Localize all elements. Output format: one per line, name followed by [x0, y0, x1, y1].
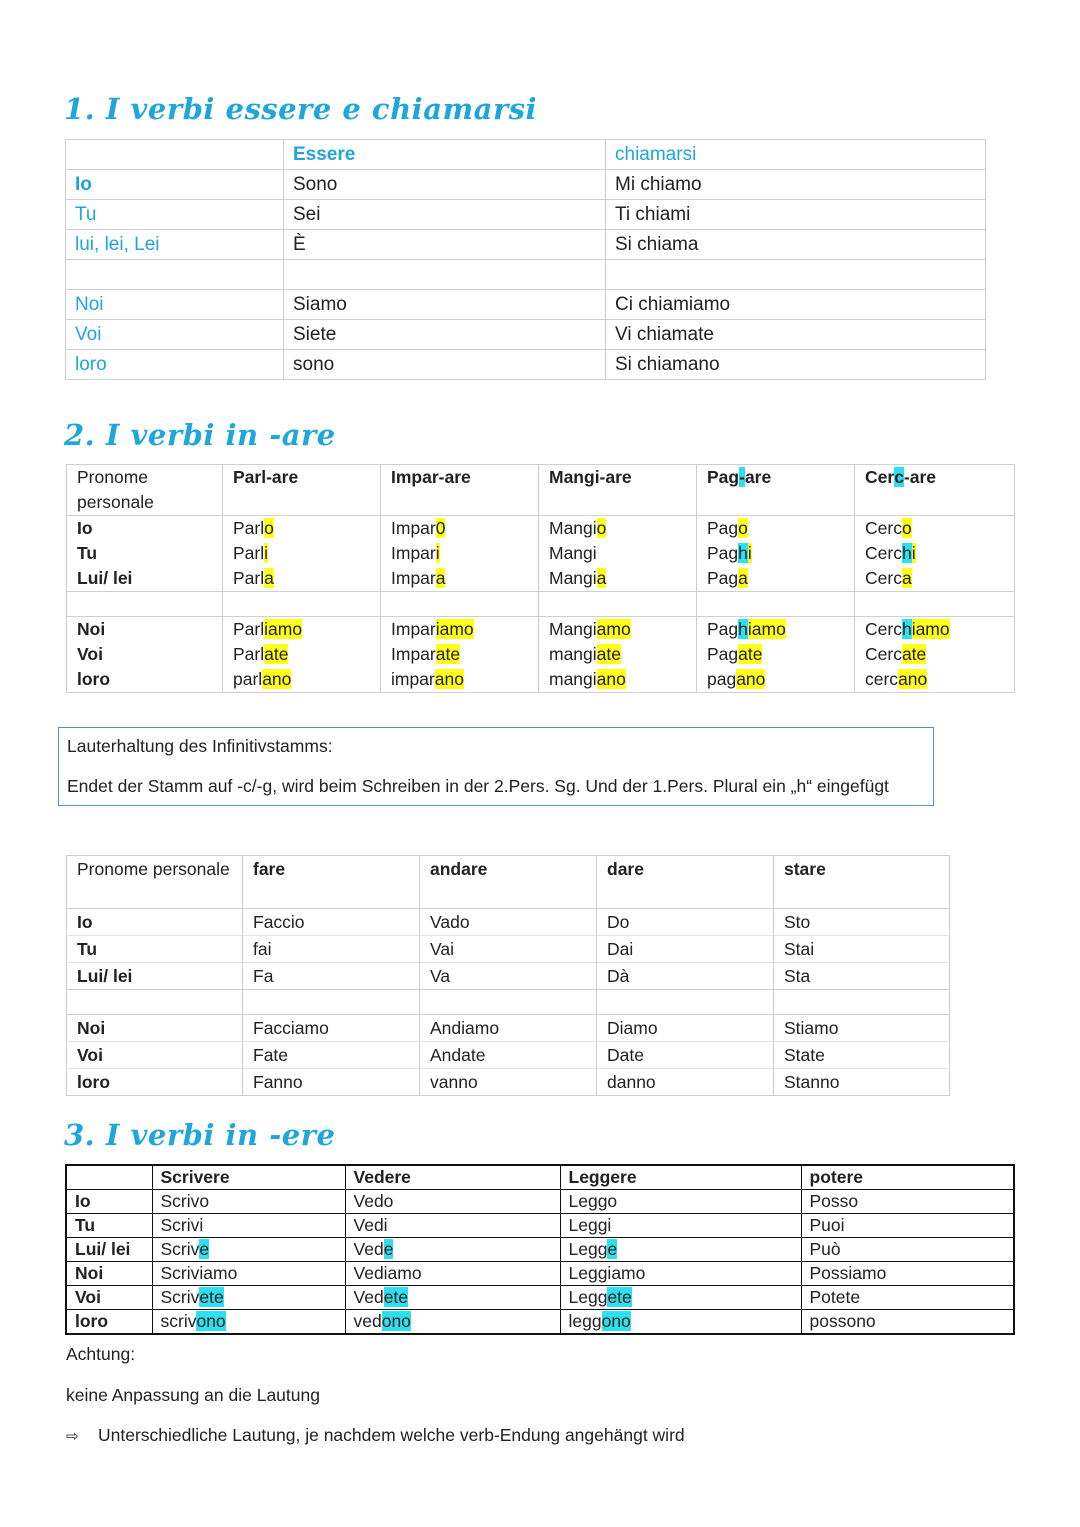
table-cell — [539, 667, 697, 693]
table-cell — [67, 990, 243, 1015]
table-row — [66, 170, 986, 200]
word-stem: Cerc — [865, 543, 902, 563]
pronoun-cell: Noi — [66, 1262, 152, 1286]
pronoun-cell: Io — [67, 516, 223, 542]
highlighted-part: c — [894, 467, 904, 487]
column-header: chiamarsi — [606, 140, 986, 170]
word-rest: -are — [903, 467, 937, 487]
table-row — [66, 1262, 1014, 1286]
word-stem: Mangi — [549, 619, 597, 639]
highlighted-part: ete — [199, 1287, 224, 1307]
word-stem: Cerc — [865, 619, 902, 639]
table-cell: Mi chiamo — [606, 170, 986, 200]
word-stem: Parl — [233, 518, 265, 538]
table-cell: È — [284, 230, 606, 260]
word-stem: Impar — [391, 518, 436, 538]
column-header: stare — [774, 856, 950, 909]
table-cell: Vedo — [345, 1190, 560, 1214]
word-rest: are — [744, 467, 772, 487]
word-stem: Pag — [707, 518, 739, 538]
table-cell — [855, 667, 1015, 693]
word-stem: Ved — [353, 1287, 384, 1307]
word-stem: scriv — [160, 1311, 197, 1331]
section-1-title: 1. I verbi essere e chiamarsi — [64, 92, 538, 126]
irregular-verbs-table — [66, 855, 950, 1096]
highlighted-part: o — [264, 518, 274, 538]
pronoun-cell: loro — [67, 667, 223, 693]
table-cell: vanno — [420, 1069, 597, 1096]
table-cell — [381, 642, 539, 667]
pronoun-cell: Noi — [66, 290, 284, 320]
highlighted-part: ate — [264, 644, 289, 664]
table-row — [66, 1165, 1014, 1190]
table-cell — [539, 617, 697, 643]
table-cell: danno — [597, 1069, 774, 1096]
table-cell: Scrivo — [152, 1190, 345, 1214]
highlighted-ending: iamo — [747, 619, 786, 639]
table-row — [66, 140, 986, 170]
table-cell — [345, 1238, 560, 1262]
table-cell — [152, 1310, 345, 1335]
highlighted-part: h — [738, 543, 748, 563]
table-row — [66, 1310, 1014, 1335]
table-row — [67, 909, 950, 936]
table-cell: Scrivi — [152, 1214, 345, 1238]
highlighted-part: a — [738, 568, 748, 588]
column-header: Mangi-are — [539, 465, 697, 516]
highlighted-part: a — [596, 568, 607, 588]
word-stem: Pag — [707, 568, 739, 588]
note-text: Endet der Stamm auf -c/-g, wird beim Schreiben in der 2.Pers. Sg. Und der 1.Pers. Plural ein „h“ eingefügt — [67, 776, 889, 796]
word-stem: Cerc — [865, 518, 902, 538]
table-row — [67, 856, 950, 909]
table-row — [67, 990, 950, 1015]
table-cell — [597, 990, 774, 1015]
table-cell — [223, 592, 381, 617]
table-cell: Facciamo — [243, 1015, 420, 1042]
table-cell — [855, 617, 1015, 643]
table-cell — [223, 667, 381, 693]
highlighted-ending: iamo — [911, 619, 950, 639]
table-cell — [381, 516, 539, 542]
table-cell — [539, 566, 697, 592]
table-cell: Potete — [801, 1286, 1014, 1310]
highlighted-part: a — [901, 568, 912, 588]
highlighted-part: ano — [596, 669, 626, 689]
table-cell: Stai — [774, 936, 950, 963]
table-cell — [560, 1238, 801, 1262]
highlighted-part: e — [383, 1239, 394, 1259]
word-stem: Parl — [233, 644, 265, 664]
highlighted-part: h — [738, 619, 748, 639]
table-cell: Vi chiamate — [606, 320, 986, 350]
table-cell: Andate — [420, 1042, 597, 1069]
table-cell — [697, 667, 855, 693]
pronoun-cell: Lui/ lei — [66, 1238, 152, 1262]
pronoun-cell: Io — [66, 1190, 152, 1214]
table-row — [67, 566, 1015, 592]
word-stem: Cer — [865, 467, 895, 487]
word-stem: Ved — [353, 1239, 384, 1259]
word-stem: Mangi — [549, 518, 597, 538]
pronoun-cell: Lui/ lei — [67, 566, 223, 592]
table-cell — [697, 642, 855, 667]
highlighted-part: ano — [736, 669, 766, 689]
table-cell — [345, 1286, 560, 1310]
word-stem: Scriv — [160, 1287, 200, 1307]
word-stem: Impar — [391, 619, 436, 639]
word-stem: Legg — [568, 1287, 608, 1307]
table-cell: Sta — [774, 963, 950, 990]
attention-line-1: keine Anpassung an die Lautung — [66, 1385, 320, 1405]
table-cell — [381, 541, 539, 566]
pronoun-cell: Noi — [67, 617, 223, 643]
table-cell: Puoi — [801, 1214, 1014, 1238]
highlighted-part: ono — [601, 1311, 631, 1331]
attention-line-2 — [66, 1425, 685, 1446]
table-cell: Diamo — [597, 1015, 774, 1042]
table-cell: Posso — [801, 1190, 1014, 1214]
word-stem: Parl — [233, 543, 265, 563]
table-cell — [855, 516, 1015, 542]
table-cell — [697, 516, 855, 542]
column-header: dare — [597, 856, 774, 909]
table-cell — [855, 592, 1015, 617]
table-cell: Siamo — [284, 290, 606, 320]
word-stem: Impar — [391, 644, 436, 664]
word-stem: Pag — [707, 543, 739, 563]
table-cell — [223, 617, 381, 643]
word-stem: impar — [391, 669, 435, 689]
table-row — [67, 592, 1015, 617]
table-cell — [855, 566, 1015, 592]
table-cell — [223, 516, 381, 542]
table-cell: Sei — [284, 200, 606, 230]
table-cell — [66, 140, 284, 170]
column-header: andare — [420, 856, 597, 909]
table-row — [66, 230, 986, 260]
highlighted-part: 0 — [435, 518, 446, 538]
table-cell: Può — [801, 1238, 1014, 1262]
column-header: Parl-are — [223, 465, 381, 516]
highlighted-part: iamo — [264, 619, 303, 639]
table-cell: possono — [801, 1310, 1014, 1335]
table-cell — [152, 1286, 345, 1310]
table-cell — [223, 541, 381, 566]
pronoun-cell: Tu — [67, 541, 223, 566]
table-cell — [223, 642, 381, 667]
highlighted-part: e — [199, 1239, 210, 1259]
word-stem: legg — [568, 1311, 602, 1331]
table-cell: Date — [597, 1042, 774, 1069]
pronoun-cell: Voi — [67, 642, 223, 667]
table-cell: Andiamo — [420, 1015, 597, 1042]
table-cell — [539, 516, 697, 542]
table-cell: sono — [284, 350, 606, 380]
highlighted-part: o — [901, 518, 912, 538]
table-cell — [284, 260, 606, 290]
highlighted-part: ono — [381, 1311, 411, 1331]
highlighted-part: ate — [738, 644, 763, 664]
pronoun-cell: Voi — [67, 1042, 243, 1069]
table-row — [67, 1069, 950, 1096]
table-cell — [855, 642, 1015, 667]
pronoun-cell: Noi — [67, 1015, 243, 1042]
word-stem: Scriv — [160, 1239, 200, 1259]
table-cell — [539, 541, 697, 566]
table-row — [66, 1238, 1014, 1262]
highlighted-part: a — [264, 568, 274, 588]
column-header: Pronome personale — [67, 856, 243, 909]
table-cell: Vado — [420, 909, 597, 936]
table-row — [67, 642, 1015, 667]
word-stem: parl — [233, 669, 263, 689]
pronoun-cell: Io — [67, 909, 243, 936]
highlighted-part: ate — [596, 644, 621, 664]
word-stem: Cerc — [865, 568, 902, 588]
table-cell: Fanno — [243, 1069, 420, 1096]
section-3-title: 3. I verbi in -ere — [64, 1118, 336, 1152]
table-cell — [697, 541, 855, 566]
word-stem: Parl — [233, 619, 265, 639]
table-row — [66, 260, 986, 290]
highlighted-part: - — [739, 467, 745, 487]
pronoun-cell: Lui/ lei — [67, 963, 243, 990]
table-cell — [606, 260, 986, 290]
table-row — [67, 1015, 950, 1042]
table-cell: Fa — [243, 963, 420, 990]
word-stem: Pag — [707, 619, 739, 639]
pronoun-cell: Voi — [66, 320, 284, 350]
table-cell — [381, 592, 539, 617]
pronoun-cell: Tu — [67, 936, 243, 963]
word-stem: Cerc — [865, 644, 902, 664]
column-header: Vedere — [345, 1165, 560, 1190]
pronoun-cell: loro — [66, 350, 284, 380]
word-stem: Mangi — [549, 568, 597, 588]
table-cell: Si chiamano — [606, 350, 986, 380]
word-stem: cerc — [865, 669, 899, 689]
highlighted-part: i — [264, 543, 269, 563]
pronoun-cell: loro — [66, 1310, 152, 1335]
table-cell — [381, 667, 539, 693]
attention-label: Achtung: — [66, 1344, 136, 1364]
table-cell — [855, 541, 1015, 566]
table-cell: Siete — [284, 320, 606, 350]
pronoun-cell: lui, lei, Lei — [66, 230, 284, 260]
table-row — [66, 1286, 1014, 1310]
highlighted-part: ate — [901, 644, 927, 664]
table-row — [67, 617, 1015, 643]
table-cell — [223, 566, 381, 592]
table-row — [67, 963, 950, 990]
column-header: Pronome personale — [67, 465, 223, 516]
table-cell — [66, 260, 284, 290]
table-row — [67, 936, 950, 963]
highlighted-part: e — [607, 1239, 618, 1259]
table-cell: Leggo — [560, 1190, 801, 1214]
table-cell: Sto — [774, 909, 950, 936]
column-header: Leggere — [560, 1165, 801, 1190]
table-cell: Stanno — [774, 1069, 950, 1096]
table-row — [67, 667, 1015, 693]
pronoun-cell: Voi — [66, 1286, 152, 1310]
word-stem: mangi — [549, 669, 597, 689]
table-cell: Possiamo — [801, 1262, 1014, 1286]
table-cell — [345, 1310, 560, 1335]
table-cell: Scriviamo — [152, 1262, 345, 1286]
highlighted-part: o — [738, 518, 748, 538]
column-header — [855, 465, 1015, 516]
table-cell: Do — [597, 909, 774, 936]
right-arrow-icon: ⇨ — [66, 1428, 79, 1445]
highlighted-part: ete — [607, 1287, 632, 1307]
highlighted-part: ano — [898, 669, 928, 689]
table-row — [66, 200, 986, 230]
word-stem: Mangi — [549, 543, 597, 563]
table-row — [66, 1190, 1014, 1214]
pronoun-cell: Io — [66, 170, 284, 200]
table-cell: Si chiama — [606, 230, 986, 260]
table-cell: Dà — [597, 963, 774, 990]
highlighted-part: o — [596, 518, 607, 538]
highlighted-ending: i — [911, 543, 916, 563]
table-cell — [697, 592, 855, 617]
section-2-title: 2. I verbi in -are — [64, 418, 336, 452]
highlighted-part: a — [435, 568, 446, 588]
highlighted-part: ano — [262, 669, 292, 689]
table-cell — [697, 566, 855, 592]
table-cell — [697, 617, 855, 643]
highlighted-part: ano — [434, 669, 464, 689]
table-cell — [66, 1165, 152, 1190]
table-cell: Ci chiamiamo — [606, 290, 986, 320]
table-row — [66, 350, 986, 380]
column-header: Essere — [284, 140, 606, 170]
column-header — [697, 465, 855, 516]
highlighted-part: ono — [196, 1311, 226, 1331]
table-cell: fai — [243, 936, 420, 963]
table-row — [67, 1042, 950, 1069]
pronoun-cell: Tu — [66, 200, 284, 230]
highlighted-part: h — [901, 543, 912, 563]
highlighted-part: h — [901, 619, 912, 639]
highlighted-part: iamo — [435, 619, 474, 639]
ere-verbs-table — [65, 1164, 1015, 1335]
pronoun-cell: Tu — [66, 1214, 152, 1238]
column-header: Impar-are — [381, 465, 539, 516]
word-stem: Impar — [391, 543, 436, 563]
word-stem: mangi — [549, 644, 597, 664]
table-cell — [420, 990, 597, 1015]
word-stem: Impar — [391, 568, 436, 588]
table-cell: Stiamo — [774, 1015, 950, 1042]
table-row — [67, 516, 1015, 542]
table-cell: Vediamo — [345, 1262, 560, 1286]
table-cell — [539, 592, 697, 617]
attention-line-2-text: Unterschiedliche Lautung, je nachdem welche verb-Endung angehängt wird — [98, 1425, 685, 1445]
table-row — [66, 1214, 1014, 1238]
table-row — [67, 465, 1015, 516]
table-cell — [560, 1310, 801, 1335]
table-row — [66, 290, 986, 320]
table-cell: Sono — [284, 170, 606, 200]
table-cell — [560, 1286, 801, 1310]
table-cell: Dai — [597, 936, 774, 963]
highlighted-ending: i — [747, 543, 752, 563]
are-verbs-table — [66, 464, 1015, 693]
highlighted-part: amo — [596, 619, 631, 639]
word-stem: Legg — [568, 1239, 608, 1259]
column-header: potere — [801, 1165, 1014, 1190]
table-cell: Faccio — [243, 909, 420, 936]
highlighted-part: i — [435, 543, 440, 563]
note-title: Lauterhaltung des Infinitivstamms: — [67, 736, 333, 756]
table-cell: Va — [420, 963, 597, 990]
word-stem: Parl — [233, 568, 265, 588]
table-cell: Leggi — [560, 1214, 801, 1238]
table-row — [66, 320, 986, 350]
table-row — [67, 541, 1015, 566]
word-stem: pag — [707, 669, 737, 689]
table-cell — [539, 642, 697, 667]
word-stem: ved — [353, 1311, 382, 1331]
table-cell — [381, 617, 539, 643]
word-stem: Pag — [707, 644, 739, 664]
table-cell: Leggiamo — [560, 1262, 801, 1286]
table-cell: Vai — [420, 936, 597, 963]
note-box — [58, 727, 934, 806]
word-stem: Pag — [707, 467, 740, 487]
table-cell: Vedi — [345, 1214, 560, 1238]
column-header: Scrivere — [152, 1165, 345, 1190]
table-cell — [381, 566, 539, 592]
table-cell — [243, 990, 420, 1015]
table-cell: Fate — [243, 1042, 420, 1069]
column-header: fare — [243, 856, 420, 909]
highlighted-part: ete — [383, 1287, 409, 1307]
pronoun-cell: loro — [67, 1069, 243, 1096]
table-cell — [152, 1238, 345, 1262]
table-cell: State — [774, 1042, 950, 1069]
table-cell: Ti chiami — [606, 200, 986, 230]
table-cell — [67, 592, 223, 617]
table-cell — [774, 990, 950, 1015]
highlighted-part: ate — [435, 644, 461, 664]
essere-chiamarsi-table — [65, 139, 986, 380]
